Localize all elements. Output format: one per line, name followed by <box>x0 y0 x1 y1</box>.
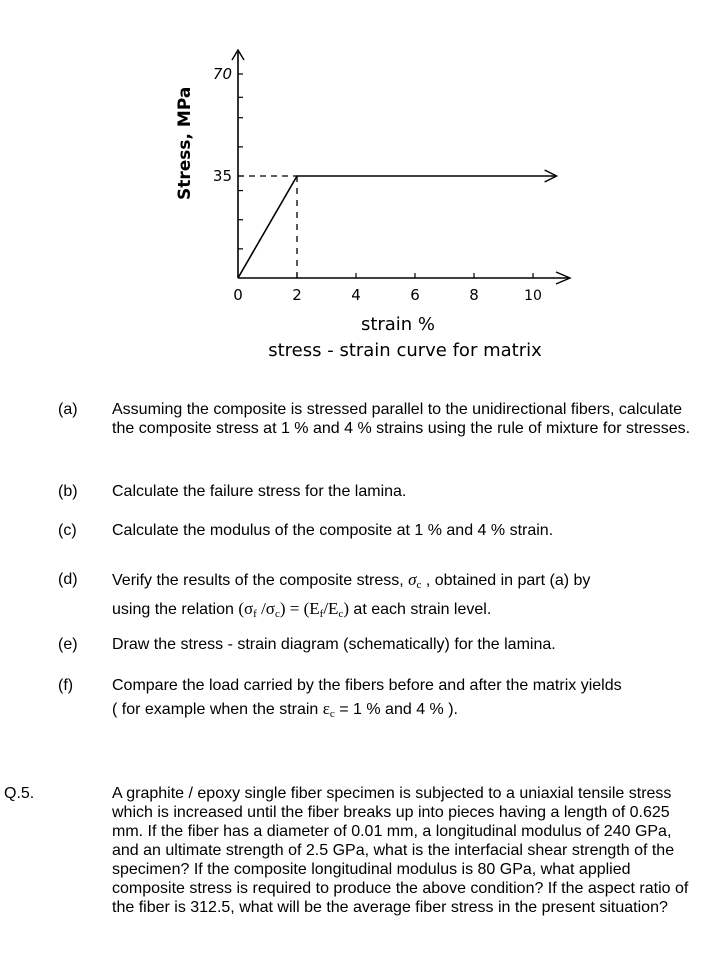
sigma-symbol: $\sigma_c$ <box>408 570 422 591</box>
part-a-label: (a) <box>58 401 78 418</box>
part-d-line-1b: , obtained in part (a) by <box>421 572 591 589</box>
x-tick-label-8: 8 <box>469 286 479 304</box>
part-f-label: (f) <box>58 677 74 694</box>
x-tick-label-0: 0 <box>233 286 243 304</box>
matrix-curve-line <box>238 176 557 278</box>
x-tick-label-2: 2 <box>292 286 302 304</box>
part-e-text: Draw the stress - strain diagram (schematically) for the lamina. <box>112 636 556 653</box>
part-f-text <box>112 676 702 724</box>
x-tick-label-6: 6 <box>410 286 420 304</box>
part-d-label: (d) <box>58 571 78 588</box>
y-tick-label-35: 35 <box>212 167 232 185</box>
part-b-text: Calculate the failure stress for the lamina. <box>112 483 407 500</box>
relation-formula: ($\sigma_f$ $/\sigma_c) = (E_f/E_c)$ <box>238 599 349 620</box>
part-e-label: (e) <box>58 636 78 653</box>
question-text: A graphite / epoxy single fiber specimen is subjected to a uniaxial tensile stress which is increased until the fiber breaks up into pieces having a length of 0.625 mm. If the fiber has a diameter of 0.01 mm, a longitudinal modulus of 240 GPa, and an ultimate strength of 2.5 GPa, what is the interfacial shear strength of the specimen? If the composite longitudinal modulus is 80 GPa, what applied composite stress is required to produce the above condition? If the aspect ratio of the fiber is 312.5, what will be the average fiber stress in the present situation? <box>112 785 689 916</box>
part-d-line-2a: using the relation <box>112 601 239 618</box>
chart-caption: stress - strain curve for matrix <box>268 340 542 361</box>
part-a-text: Assuming the composite is stressed parallel to the unidirectional fibers, calculate the composite stress at 1 % and 4 % strains using the rule of mixture for stresses. <box>112 401 691 437</box>
part-f-line-2: ( for example when the strain $\varepsilon_c = 1$ % and 4 % ). <box>112 699 458 720</box>
part-c-text: Calculate the modulus of the composite at 1 % and 4 % strain. <box>112 522 554 539</box>
x-tick-label-4: 4 <box>351 286 361 304</box>
part-d-text <box>112 570 702 624</box>
part-f-line-1: Compare the load carried by the fibers before and after the matrix yields <box>112 677 622 694</box>
part-d-line-2b: at each strain level. <box>348 601 492 618</box>
x-tick-label-10: 10 <box>524 288 542 304</box>
part-b-label: (b) <box>58 483 78 500</box>
part-d-line-1 <box>112 570 702 595</box>
epsilon-symbol: $\varepsilon_c$ <box>322 699 335 720</box>
stress-strain-chart <box>0 0 724 370</box>
x-axis-label: strain % <box>360 314 436 335</box>
part-c-label: (c) <box>58 522 77 539</box>
y-axis-label: Stress, MPa <box>175 86 195 200</box>
part-d-line-2 <box>112 599 702 624</box>
y-tick-label-70: 70 <box>212 65 232 83</box>
part-d-line-1a: Verify the results of the composite stress, <box>112 572 409 589</box>
question-label: Q.5. <box>4 785 35 802</box>
